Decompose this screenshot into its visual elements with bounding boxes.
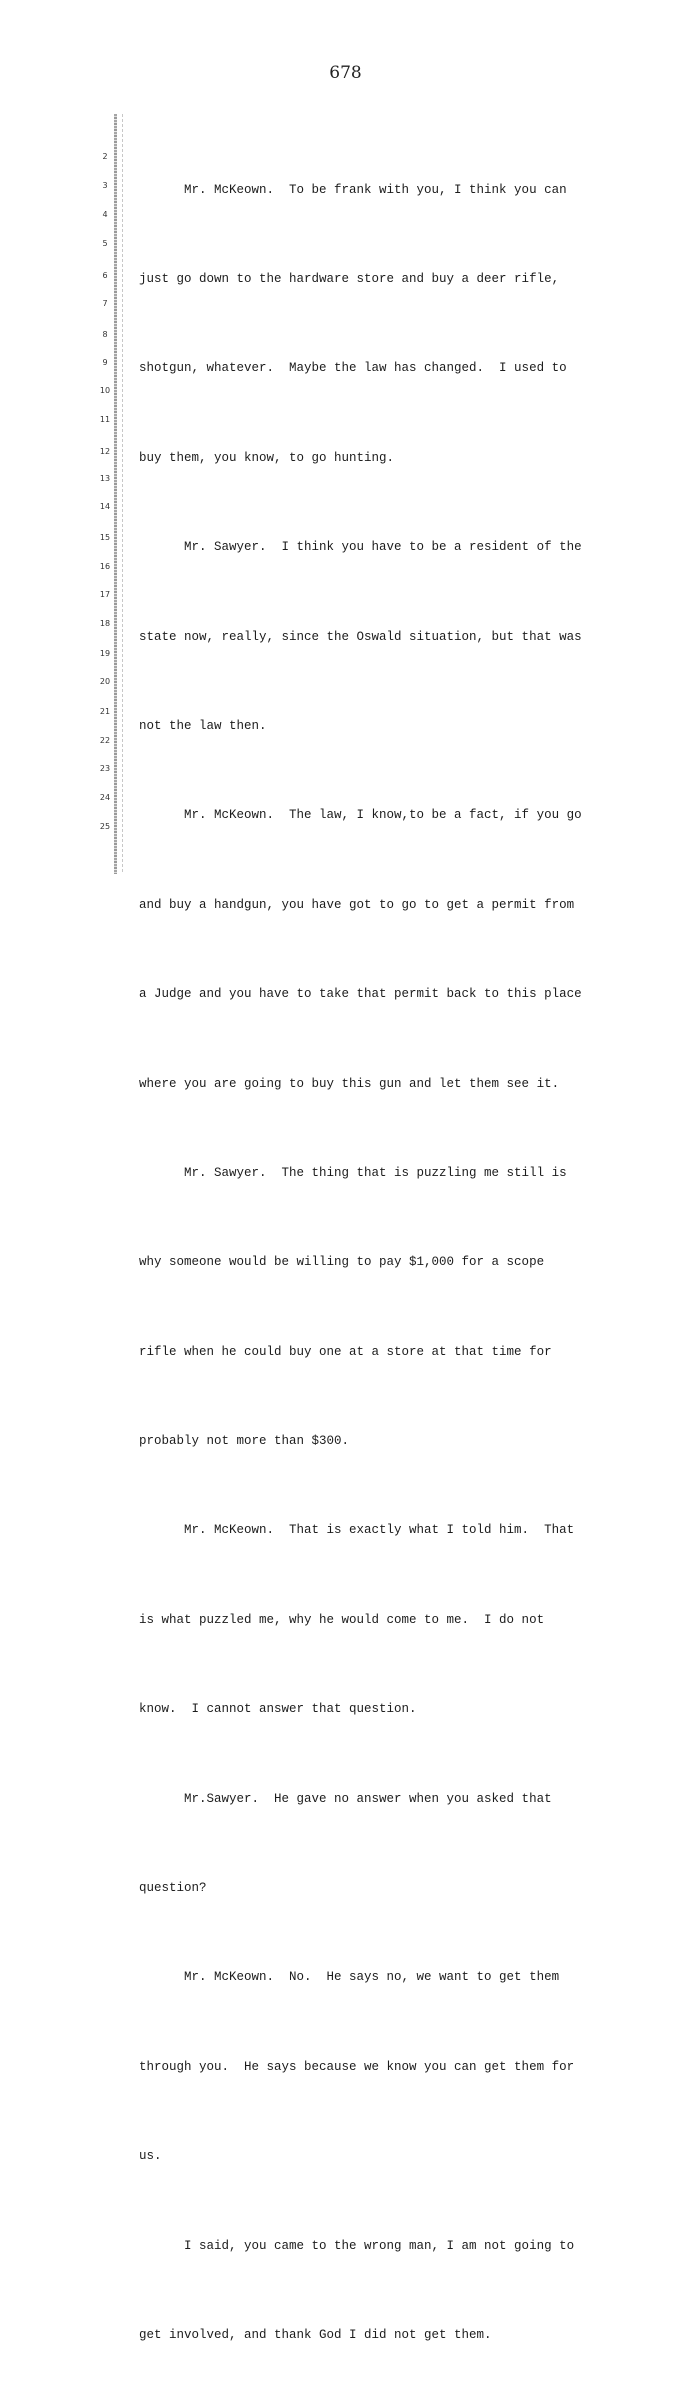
line-number: 3 <box>102 181 108 190</box>
transcript-line: state now, really, since the Oswald situation, but that was <box>139 629 582 644</box>
transcript-line: buy them, you know, to go hunting. <box>139 450 395 465</box>
transcript-line: Mr. Sawyer. The thing that is puzzling me still is <box>139 1165 567 1180</box>
transcript-line: probably not more than $300. <box>139 1434 350 1449</box>
line-number: 5 <box>102 239 108 248</box>
transcript-line: Mr. McKeown. No. He says no, we want to get them <box>139 1970 560 1985</box>
transcript-body <box>139 116 639 2381</box>
line-number: 24 <box>99 793 111 802</box>
transcript-line: Mr. McKeown. The law, I know,to be a fact, if you go <box>139 808 582 823</box>
transcript-line: Mr. McKeown. To be frank with you, I think you can <box>139 182 567 197</box>
transcript-line: through you. He says because we know you can get them for <box>139 2059 575 2074</box>
transcript-line: know. I cannot answer that question. <box>139 1702 417 1717</box>
page-number: 678 <box>329 63 362 83</box>
line-number: 4 <box>102 210 108 219</box>
line-number: 16 <box>99 562 111 571</box>
transcript-line: not the law then. <box>139 718 267 733</box>
transcript-line: Mr. McKeown. That is exactly what I told him. That <box>139 1523 575 1538</box>
transcript-line: us. <box>139 2149 162 2164</box>
line-number: 14 <box>99 502 111 511</box>
line-number: 25 <box>99 822 111 831</box>
line-number: 13 <box>99 474 111 483</box>
line-number: 12 <box>99 447 111 456</box>
transcript-line: and buy a handgun, you have got to go to get a permit from <box>139 897 575 912</box>
transcript-line: shotgun, whatever. Maybe the law has changed. I used to <box>139 361 567 376</box>
line-number: 15 <box>99 533 111 542</box>
margin-rule <box>114 114 117 874</box>
transcript-line: a Judge and you have to take that permit back to this place <box>139 987 582 1002</box>
line-number: 23 <box>99 764 111 773</box>
line-number: 10 <box>99 386 111 395</box>
transcript-line: I said, you came to the wrong man, I am not going to <box>139 2238 575 2253</box>
line-number: 21 <box>99 707 111 716</box>
line-number: 17 <box>99 590 111 599</box>
transcript-line: question? <box>139 1881 207 1896</box>
transcript-line: why someone would be willing to pay $1,000 for a scope <box>139 1255 545 1270</box>
transcript-line: rifle when he could buy one at a store at that time for <box>139 1344 552 1359</box>
transcript-line: get involved, and thank God I did not get them. <box>139 2327 492 2342</box>
line-number: 6 <box>102 271 108 280</box>
line-number: 9 <box>102 358 108 367</box>
margin-rule-inner <box>122 114 123 874</box>
line-number: 22 <box>99 736 111 745</box>
transcript-line: is what puzzled me, why he would come to me. I do not <box>139 1612 545 1627</box>
transcript-line: just go down to the hardware store and buy a deer rifle, <box>139 271 560 286</box>
line-number: 7 <box>102 299 108 308</box>
line-number: 18 <box>99 619 111 628</box>
line-number: 20 <box>99 677 111 686</box>
line-number: 8 <box>102 330 108 339</box>
transcript-line: Mr. Sawyer. I think you have to be a resident of the <box>139 540 582 555</box>
transcript-line: Mr.Sawyer. He gave no answer when you asked that <box>139 1791 552 1806</box>
line-number: 19 <box>99 649 111 658</box>
transcript-line: where you are going to buy this gun and let them see it. <box>139 1076 560 1091</box>
line-number: 11 <box>99 415 111 424</box>
line-number: 2 <box>102 152 108 161</box>
